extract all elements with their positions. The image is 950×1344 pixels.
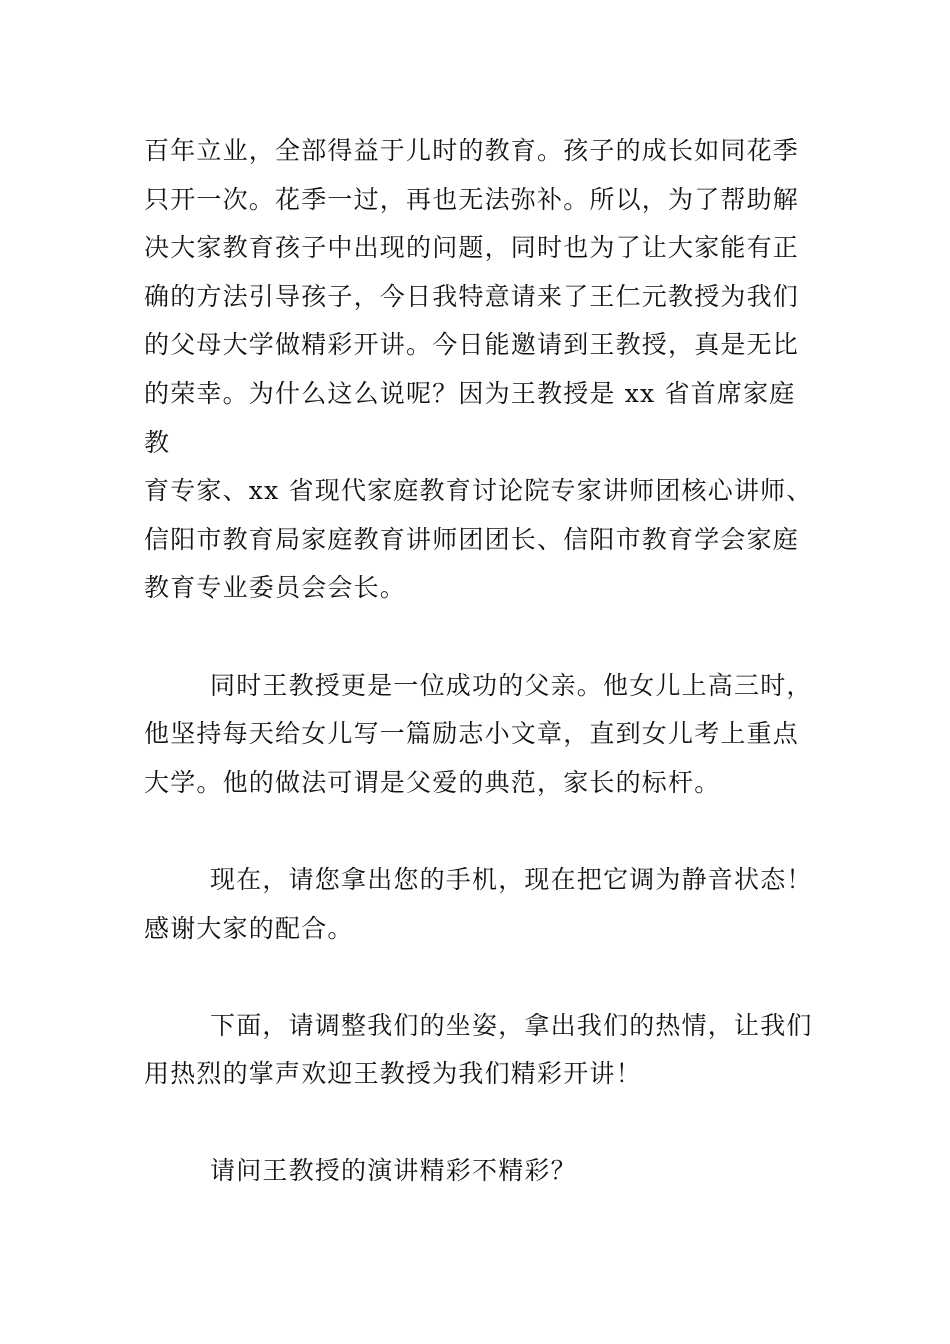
paragraph-spacer (144, 1099, 816, 1148)
paragraph-welcome: 下面，请调整我们的坐姿，拿出我们的热情，让我们 用热烈的掌声欢迎王教授为我们精彩开讲！ (144, 1010, 813, 1089)
paragraph-spacer (144, 613, 816, 662)
document-body (144, 127, 816, 1196)
paragraph-intro: 百年立业，全部得益于儿时的教育。孩子的成长如同花季 只开一次。花季一过，再也无法弥补。所以，为了帮助解 决大家教育孩子中出现的问题，同时也为了让大家能有正 确的方法引导孩子，今日我特意请来了王仁元教授为我们 的父母大学做精彩开讲。今日能邀请到王教授，真是无比 的荣幸。为什么这么说呢？因为王教授是 xx 省首席家庭教 育专家、xx 省现代家庭教育讨论院专家讲师团核心讲师、 信阳市教育局家庭教育讲师团团长、信阳市教育学会家庭 教育专业委员会会长。 (144, 136, 813, 603)
paragraph-professor-father: 同时王教授更是一位成功的父亲。他女儿上高三时， 他坚持每天给女儿写一篇励志小文章，直到女儿考上重点 大学。他的做法可谓是父爱的典范，家长的标杆。 (144, 670, 813, 797)
paragraph-spacer (144, 807, 816, 856)
paragraph-phone-silent: 现在，请您拿出您的手机，现在把它调为静音状态！ 感谢大家的配合。 (144, 864, 813, 943)
paragraph-question: 请问王教授的演讲精彩不精彩？ (210, 1156, 577, 1186)
paragraph-spacer (144, 953, 816, 1002)
